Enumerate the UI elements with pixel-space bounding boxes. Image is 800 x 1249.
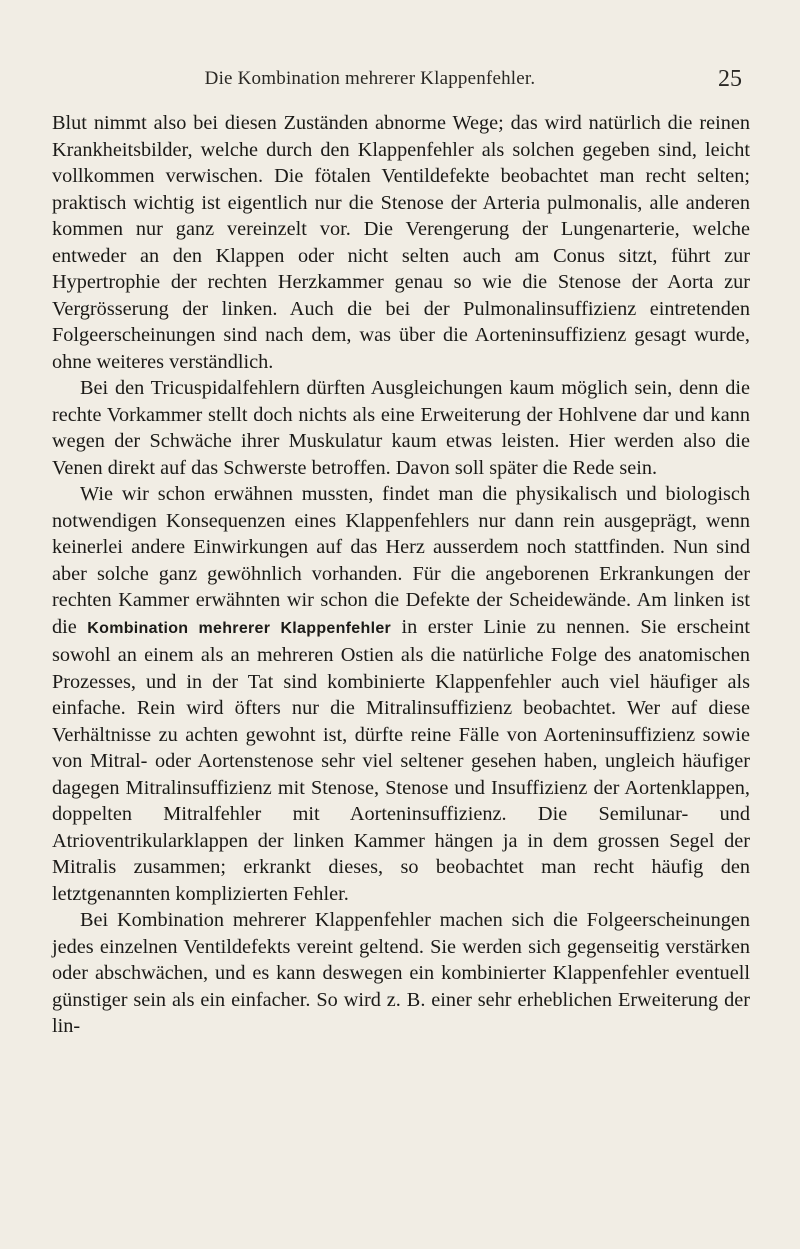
paragraph-1-text: Blut nimmt also bei diesen Zuständen abnorme Wege; das wird natürlich die reinen Krankheitsbilder, welche durch den Klappenfehler als solchen gegeben sind, leicht vollkommen verwischen. Die fötalen Ventildefekte beobachtet man recht selten; praktisch wichtig ist eigentlich nur die Stenose der Arteria pulmonalis, alle anderen kommen nur ganz vereinzelt vor. Die Verengerung der Lungenarterie, welche entweder an den Klappen oder nicht selten auch am Conus sitzt, führt zur Hypertrophie der rechten Herzkammer genau so wie die Stenose der Aorta zur Vergrösserung der linken. Auch die bei der Pulmonalinsuffizienz eintretenden Folgeerscheinungen sind nach dem, was über die Aorteninsuffizienz gesagt wurde, ohne weiteres verständlich.: [52, 112, 750, 373]
paragraph-4: [52, 907, 750, 1040]
paragraph-3: [52, 481, 750, 907]
paragraph-3-text-after: in erster Linie zu nennen. Sie erscheint sowohl an einem als an mehreren Ostien als die natürliche Folge des anatomischen Prozesses, und in der Tat sind kombinierte Klappenfehler auch viel häufiger als einfache. Rein wird öfters nur die Mitralinsuffizienz beobachtet. Wer auf diese Verhältnisse zu achten gewohnt ist, dürfte reine Fälle von Aorteninsuffizienz sowie von Mitral- oder Aortenstenose sehr viel seltener gesehen haben, ungleich häufiger dagegen Mitralinsuffizienz mit Stenose, Stenose und Insuffizienz der Aortenklappen, doppelten Mitralfehler mit Aorteninsuffizienz. Die Semilunar- und Atrioventrikularklappen der linken Kammer hängen ja in dem grossen Segel der Mitralis zusammen; erkrankt dieses, so beobachtet man recht häufig den letztgenannten komplizierten Fehler.: [52, 615, 750, 905]
page-number: 25: [718, 66, 742, 92]
paragraph-1: [52, 110, 750, 375]
body-text: [52, 110, 750, 1040]
running-header: [0, 64, 800, 96]
emphasized-term: Kombination mehrerer Klappenfehler: [87, 619, 392, 637]
running-title: Die Kombination mehrerer Klappenfehler.: [204, 68, 536, 89]
paragraph-2-text: Bei den Tricuspidalfehlern dürften Ausgleichungen kaum möglich sein, denn die rechte Vorkammer stellt doch nichts als eine Erweiterung der Hohlvene dar und kann wegen der Schwäche ihrer Muskulatur kaum etwas leisten. Hier werden also die Venen direkt auf das Schwerste betroffen. Davon soll später die Rede sein.: [52, 377, 750, 479]
paragraph-3-text-before: Wie wir schon erwähnen mussten, findet man die physikalisch und biologisch notwendigen Konsequenzen eines Klappenfehlers nur dann rein ausgeprägt, wenn keinerlei andere Einwirkungen auf das Herz ausserdem noch stattfinden. Nun sind aber solche ganz gewöhnlich vorhanden. Für die angeborenen Erkrankungen der rechten Kammer erwähnten wir schon die Defekte der Scheidewände. Am linken ist die: [52, 483, 750, 638]
paragraph-4-text: Bei Kombination mehrerer Klappenfehler machen sich die Folgeerscheinungen jedes einzelnen Ventildefekts vereint geltend. Sie werden sich gegenseitig verstärken oder abschwächen, und es kann deswegen ein kombinierter Klappenfehler eventuell günstiger sein als ein einfacher. So wird z. B. einer sehr erheblichen Erweiterung der lin-: [52, 909, 750, 1037]
paragraph-2: [52, 375, 750, 481]
